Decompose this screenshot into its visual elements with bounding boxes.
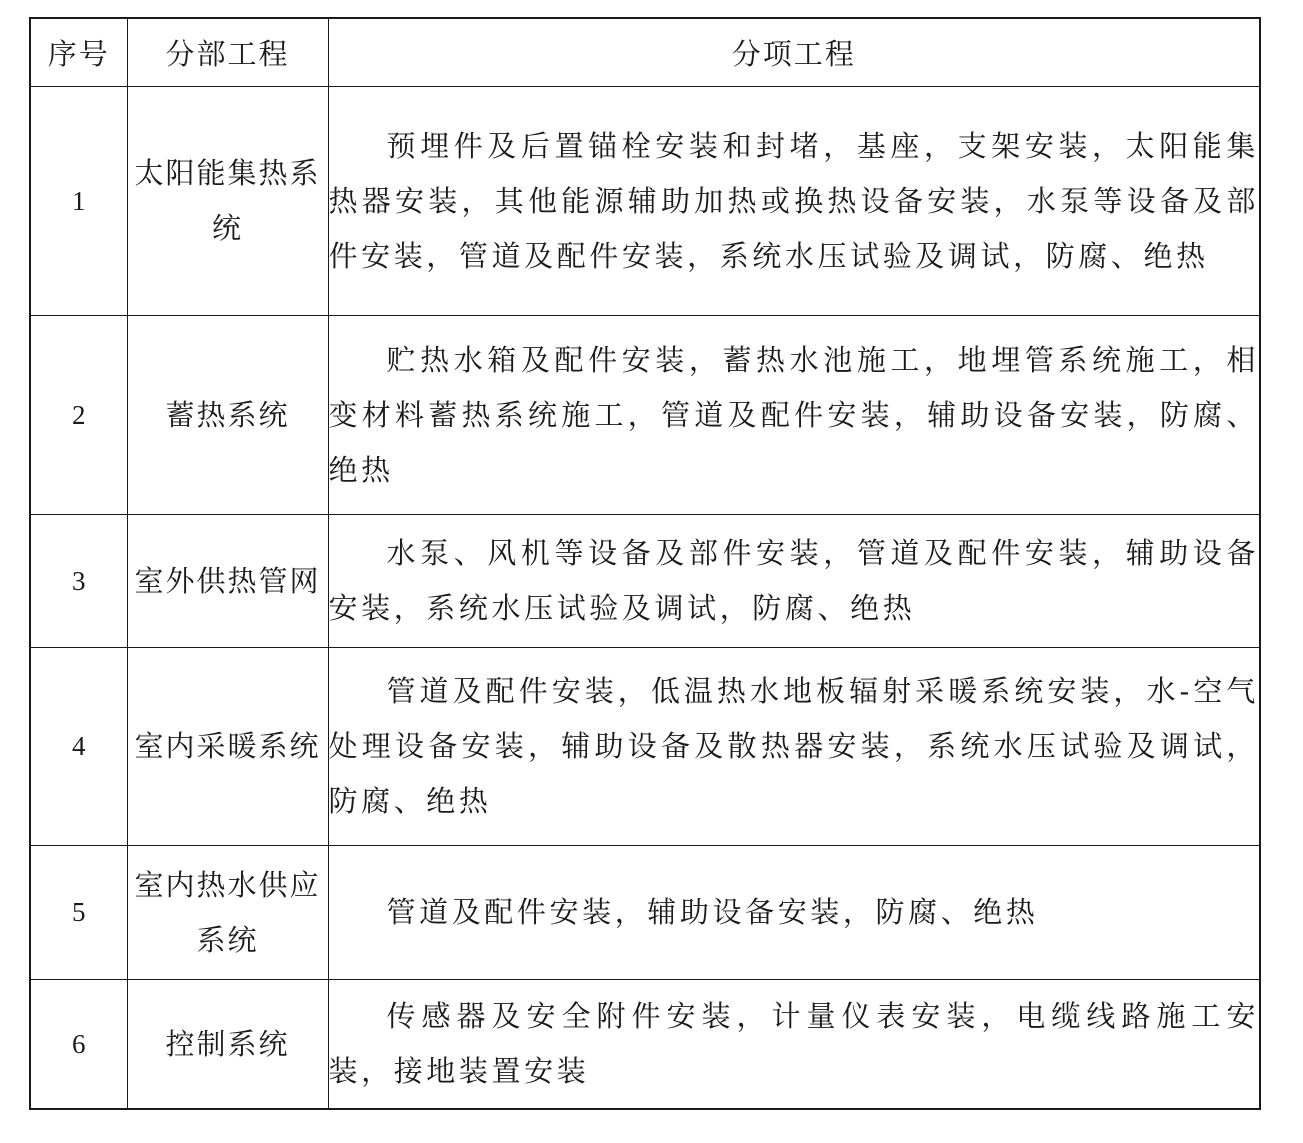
header-subdivision: 分项工程 [328,18,1260,87]
row-index: 2 [30,316,127,515]
row-index: 6 [30,980,127,1110]
row-subdivision: 预埋件及后置锚栓安装和封堵，基座，支架安装，太阳能集热器安装，其他能源辅助加热或换热设备安装，水泵等设备及部件安装，管道及配件安装，系统水压试验及调试，防腐、绝热 [328,87,1260,316]
row-division: 室内采暖系统 [127,648,328,846]
row-index: 3 [30,515,127,648]
row-division: 蓄热系统 [127,316,328,515]
row-division: 太阳能集热系统 [127,87,328,316]
row-subdivision: 管道及配件安装，低温热水地板辐射采暖系统安装，水-空气处理设备安装，辅助设备及散热器安装，系统水压试验及调试，防腐、绝热 [328,648,1260,846]
row-index: 4 [30,648,127,846]
table-row [30,980,1260,1110]
header-index: 序号 [30,18,127,87]
header-division: 分部工程 [127,18,328,87]
row-division: 室外供热管网 [127,515,328,648]
row-division: 控制系统 [127,980,328,1110]
row-subdivision: 贮热水箱及配件安装，蓄热水池施工，地埋管系统施工，相变材料蓄热系统施工，管道及配件安装，辅助设备安装，防腐、绝热 [328,316,1260,515]
table-row [30,515,1260,648]
table-header-row [30,18,1260,87]
table-row [30,648,1260,846]
table-row [30,846,1260,980]
table-row [30,87,1260,316]
row-subdivision: 传感器及安全附件安装，计量仪表安装，电缆线路施工安装，接地装置安装 [328,980,1260,1110]
table-row [30,316,1260,515]
row-index: 1 [30,87,127,316]
construction-division-table [29,17,1261,1110]
row-division: 室内热水供应系统 [127,846,328,980]
row-subdivision: 管道及配件安装，辅助设备安装，防腐、绝热 [328,846,1260,980]
row-subdivision: 水泵、风机等设备及部件安装，管道及配件安装，辅助设备安装，系统水压试验及调试，防腐、绝热 [328,515,1260,648]
row-index: 5 [30,846,127,980]
